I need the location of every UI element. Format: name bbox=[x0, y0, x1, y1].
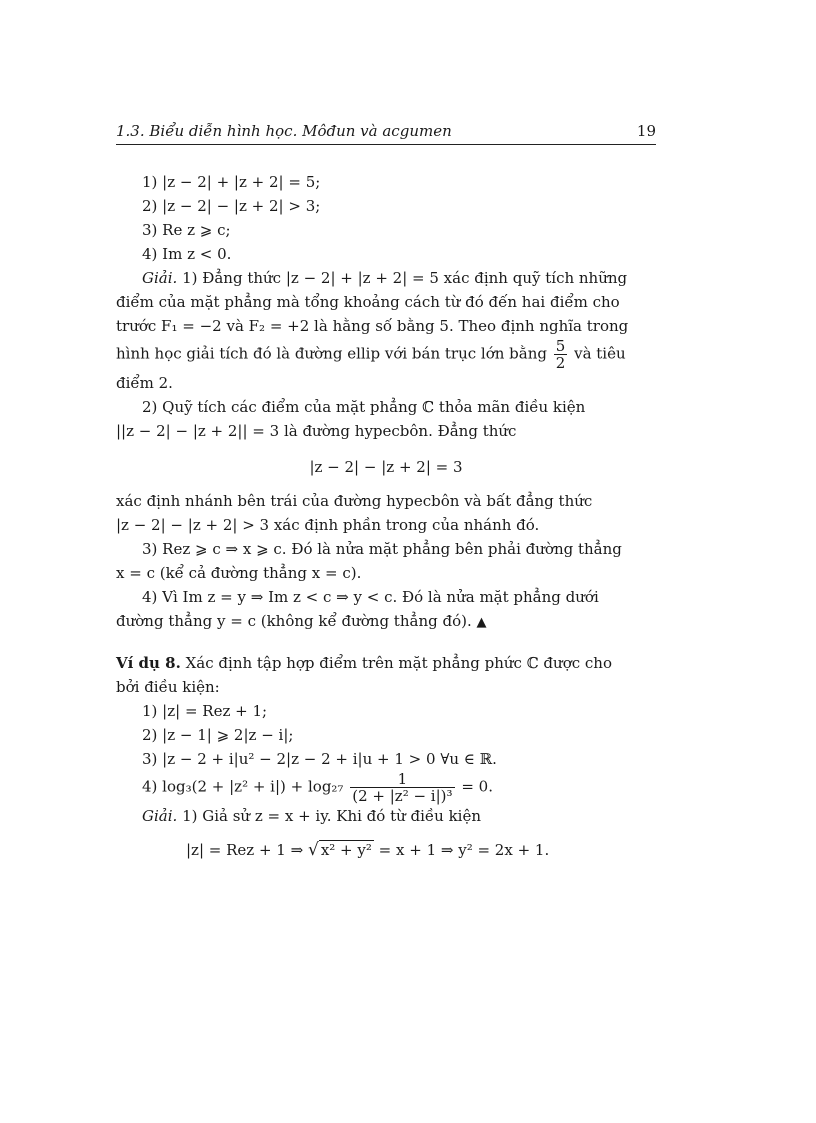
text-line-with-fraction bbox=[116, 338, 656, 371]
text-line: bởi điều kiện: bbox=[116, 678, 220, 696]
page-body bbox=[116, 170, 656, 862]
fraction bbox=[350, 771, 454, 804]
fraction bbox=[554, 338, 568, 371]
square-root bbox=[308, 838, 374, 862]
list-item: 2) |z − 1| ⩾ 2|z − i|; bbox=[142, 726, 294, 744]
text-line: x = c (kể cả đường thẳng x = c). bbox=[116, 564, 362, 582]
text-line: điểm 2. bbox=[116, 374, 173, 392]
text-fragment: = 0. bbox=[461, 777, 493, 796]
text-fragment: đường thẳng y = c (không kể đường thẳng đó). bbox=[116, 612, 472, 630]
list-item: 1) |z| = Rez + 1; bbox=[142, 702, 268, 720]
text-fragment: = x + 1 ⇒ y² = 2x + 1. bbox=[378, 841, 550, 859]
text-fragment: hình học giải tích đó là đường ellip với bán trục lớn bằng bbox=[116, 344, 547, 363]
solution-text: 1) Đẳng thức |z − 2| + |z + 2| = 5 xác định quỹ tích những bbox=[182, 269, 628, 287]
example-heading-line bbox=[116, 651, 656, 675]
fraction-numerator: 5 bbox=[555, 337, 566, 355]
example-label: Ví dụ 8. bbox=[116, 654, 181, 672]
running-header bbox=[116, 120, 656, 145]
text-line: xác định nhánh bên trái của đường hypecbôn và bất đẳng thức bbox=[116, 492, 593, 510]
solution-label: Giải. bbox=[142, 269, 178, 287]
solution-paragraph-2: 2) Quỹ tích các điểm của mặt phẳng ℂ thỏa mãn điều kiện bbox=[142, 398, 586, 416]
list-item-log-equation bbox=[116, 771, 656, 804]
list-item: 2) |z − 2| − |z + 2| > 3; bbox=[142, 197, 321, 215]
radical-sign: √ bbox=[307, 840, 319, 860]
spacer bbox=[116, 635, 656, 651]
text-fragment: 4) log₃(2 + |z² + i|) + log₂₇ bbox=[142, 777, 344, 796]
text-fragment: |z| = Rez + 1 ⇒ bbox=[186, 841, 304, 859]
page-number: 19 bbox=[636, 122, 656, 140]
display-equation: |z − 2| − |z + 2| = 3 bbox=[309, 458, 463, 476]
fraction-numerator: 1 bbox=[350, 771, 454, 788]
solution-paragraph-4: 4) Vì Im z = y ⇒ Im z < c ⇒ y < c. Đó là nửa mặt phẳng dưới bbox=[142, 588, 599, 606]
solution-text: 1) Giả sử z = x + iy. Khi đó từ điều kiện bbox=[182, 807, 482, 825]
list-item: 4) Im z < 0. bbox=[142, 245, 232, 263]
text-line-end bbox=[116, 609, 656, 635]
solution-paragraph-1 bbox=[116, 266, 656, 290]
text-line: trước F₁ = −2 và F₂ = +2 là hằng số bằng 5. Theo định nghĩa trong bbox=[116, 317, 629, 335]
text-line: ||z − 2| − |z + 2|| = 3 là đường hypecbôn. Đẳng thức bbox=[116, 422, 517, 440]
radicand: x² + y² bbox=[320, 841, 372, 859]
list-item: 3) Re z ⩾ c; bbox=[142, 221, 231, 239]
header-title: 1.3. Biểu diễn hình học. Môđun và acgumen bbox=[116, 122, 452, 140]
list-item: 3) |z − 2 + i|u² − 2|z − 2 + i|u + 1 > 0 ∀u ∈ ℝ. bbox=[142, 750, 497, 768]
list-item: 1) |z − 2| + |z + 2| = 5; bbox=[142, 173, 321, 191]
fraction-denominator: 2 bbox=[555, 354, 566, 372]
solution-paragraph-example8 bbox=[116, 804, 656, 828]
page bbox=[116, 0, 656, 1123]
text-line: |z − 2| − |z + 2| > 3 xác định phần trong của nhánh đó. bbox=[116, 516, 540, 534]
end-of-proof-triangle-icon: ▲ bbox=[476, 615, 487, 630]
display-equation-sqrt bbox=[186, 838, 656, 862]
example-text: Xác định tập hợp điểm trên mặt phẳng phức ℂ được cho bbox=[185, 654, 612, 672]
solution-paragraph-3: 3) Rez ⩾ c ⇒ x ⩾ c. Đó là nửa mặt phẳng bên phải đường thẳng bbox=[142, 540, 622, 558]
fraction-denominator: (2 + |z² − i|)³ bbox=[352, 787, 453, 805]
text-fragment: và tiêu bbox=[574, 344, 626, 363]
text-line: điểm của mặt phẳng mà tổng khoảng cách từ đó đến hai điểm cho bbox=[116, 293, 620, 311]
solution-label: Giải. bbox=[142, 807, 178, 825]
